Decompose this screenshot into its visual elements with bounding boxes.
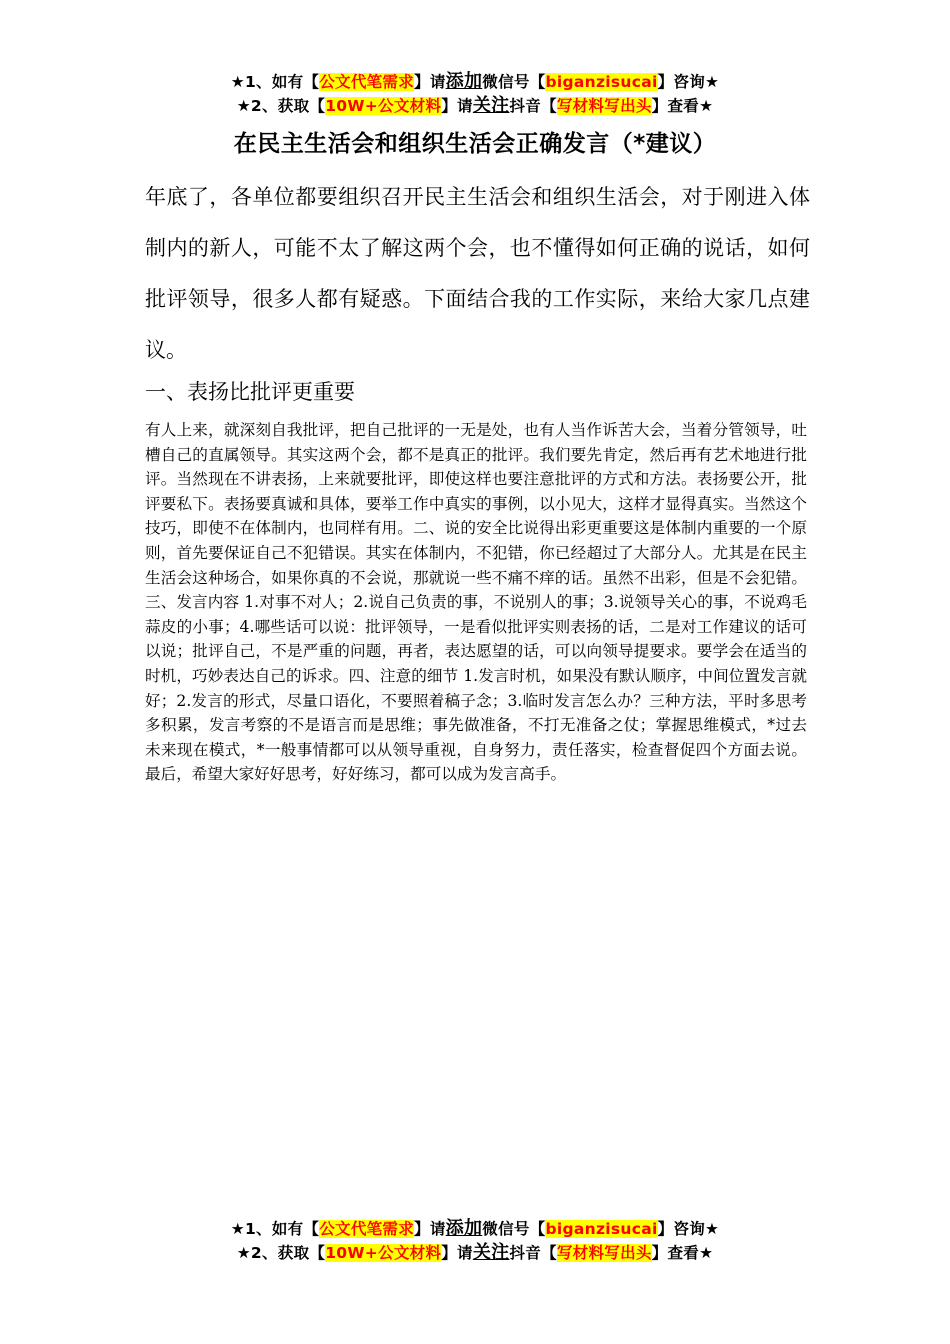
promo-text: ★2、获取【 — [236, 97, 326, 115]
promo-line-2 — [0, 1241, 950, 1265]
promo-highlight: 10W+公文材料 — [325, 1244, 442, 1262]
promo-text: ★1、如有【 — [230, 1220, 320, 1238]
promo-banner-top — [0, 70, 950, 118]
promo-text: 】请 — [414, 73, 446, 91]
promo-text: 】咨询★ — [657, 73, 720, 91]
promo-wechat-id: biganzisucai — [545, 1220, 658, 1238]
promo-highlight: 公文代笔需求 — [319, 1220, 415, 1238]
promo-line-1 — [0, 1217, 950, 1241]
promo-text: 微信号【 — [482, 73, 546, 91]
promo-text: ★2、获取【 — [236, 1244, 326, 1262]
promo-text: 抖音【 — [509, 97, 557, 115]
promo-highlight: 10W+公文材料 — [325, 97, 442, 115]
promo-text: 】请 — [441, 1244, 473, 1262]
promo-douyin-id: 写材料写出头 — [556, 97, 652, 115]
promo-text: 微信号【 — [482, 1220, 546, 1238]
promo-wechat-id: biganzisucai — [545, 73, 658, 91]
promo-text: 】请 — [414, 1220, 446, 1238]
document-title: 在民主生活会和组织生活会正确发言（*建议） — [233, 131, 717, 157]
body-paragraph: 有人上来，就深刻自我批评，把自己批评的一无是处，也有人当作诉苦大会，当着分管领导，吐槽自己的直属领导。其实这两个会，都不是真正的批评。我们要先肯定，然后再有艺术地进行批评。当然现在不讲表扬，上来就要批评，即使这样也要注意批评的方式和方法。表扬要公开，批评要私下。表扬要真诚和具体，要举工作中真实的事例，以小见大，这样才显得真实。当然这个技巧，即使不在体制内，也同样有用。二、说的安全比说得出彩更重要这是体制内重要的一个原则，首先要保证自己不犯错误。其实在体制内，不犯错，你已经超过了大部分人。尤其是在民主生活会这种场合，如果你真的不会说，那就说一些不痛不痒的话。虽然不出彩，但是不会犯错。三、发言内容 1.对事不对人；2.说自己负责的事，不说别人的事；3.说领导关心的事，不说鸡毛蒜皮的小事；4.哪些话可以说：批评领导，一是看似批评实则表扬的话，二是对工作建议的话可以说；批评自己，不是严重的问题，再者，表达愿望的话，可以向领导提要求。要学会在适当的时机，巧妙表达自己的诉求。四、注意的细节 1.发言时机，如果没有默认顺序，中间位置发言就好；2.发言的形式，尽量口语化，不要照着稿子念；3.临时发言怎么办？三种方法，平时多思考多积累，发言考察的不是语言而是思维；事先做准备，不打无准备之仗；掌握思维模式，*过去未来现在模式，*一般事情都可以从领导重视，自身努力，责任落实，检查督促四个方面去说。最后，希望大家好好思考，好好练习，都可以成为发言高手。 — [145, 421, 807, 784]
promo-text: 】咨询★ — [657, 1220, 720, 1238]
promo-emphasis: 添加 — [445, 1218, 483, 1239]
promo-line-1 — [0, 70, 950, 94]
promo-text: 】查看★ — [651, 1244, 714, 1262]
promo-douyin-id: 写材料写出头 — [556, 1244, 652, 1262]
promo-emphasis: 关注 — [472, 95, 510, 116]
promo-line-2 — [0, 94, 950, 118]
promo-emphasis: 关注 — [472, 1242, 510, 1263]
intro-paragraph: 年底了，各单位都要组织召开民主生活会和组织生活会，对于刚进入体制内的新人，可能不太了解这两个会，也不懂得如何正确的说话，如何批评领导，很多人都有疑惑。下面结合我的工作实际，来给大家几点建议。 — [145, 185, 810, 362]
promo-text: 】请 — [441, 97, 473, 115]
promo-text: ★1、如有【 — [230, 73, 320, 91]
promo-banner-bottom — [0, 1217, 950, 1265]
promo-text: 抖音【 — [509, 1244, 557, 1262]
promo-emphasis: 添加 — [445, 71, 483, 92]
promo-highlight: 公文代笔需求 — [319, 73, 415, 91]
section-heading: 一、表扬比批评更重要 — [145, 380, 355, 404]
promo-text: 】查看★ — [651, 97, 714, 115]
